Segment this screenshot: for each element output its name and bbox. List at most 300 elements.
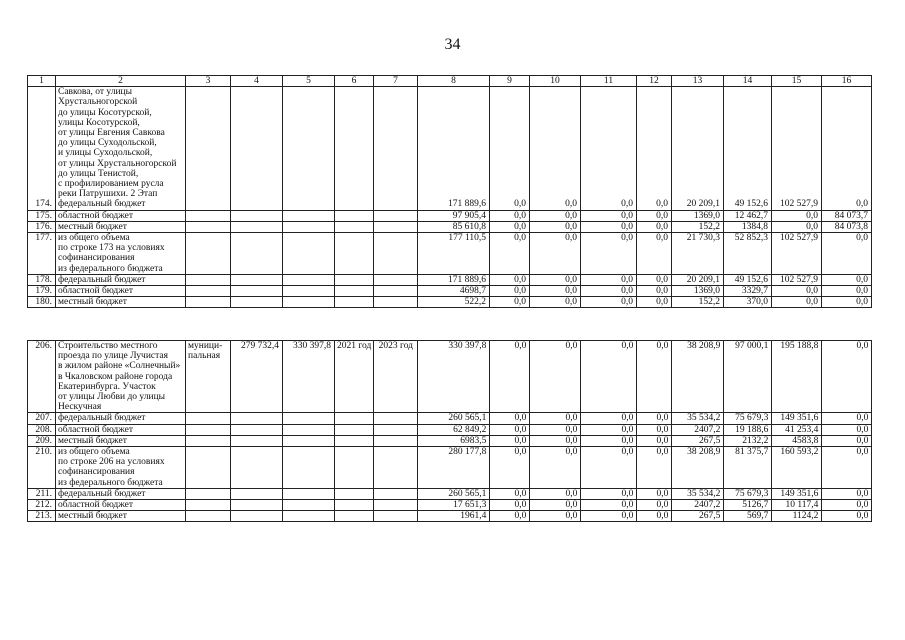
col-6-cell [335,221,374,232]
col-4-cell [231,447,283,489]
col-13-cell: 152,2 [672,297,724,308]
col-10-cell: 0,0 [530,221,581,232]
cell-line: от улицы Хрустальногорской [58,158,177,169]
col-5-cell [283,511,335,522]
col-12-cell: 0,0 [637,447,672,489]
col-6-cell [335,274,374,285]
col-11-cell: 0,0 [581,221,637,232]
column-header: 10 [530,76,581,87]
column-header: 3 [186,76,231,87]
col-9-cell: 0,0 [490,341,530,413]
col-8-cell: 85 610,8 [418,221,490,232]
cell-line: областной бюджет [58,286,134,297]
col-15-cell: 160 593,2 [772,447,822,489]
col-11-cell: 0,0 [581,435,637,446]
col-4-cell [231,424,283,435]
col-14-cell: 19 188,6 [724,424,772,435]
col-7-cell [374,488,418,499]
col-6-cell [335,488,374,499]
cell-line: улицы Косотурской, [58,117,140,128]
cell-line: областной бюджет [58,210,134,221]
col-15-cell: 102 527,9 [772,199,822,210]
col-15-cell: 0,0 [772,286,822,297]
table-row [28,488,872,499]
cell-line: до улицы Косотурской, [58,107,152,118]
col-3-cell [186,341,231,413]
cell-line: пальная [188,351,221,362]
row-number: 175. [28,210,56,221]
col-11-cell: 0,0 [581,233,637,275]
col-4-cell [231,297,283,308]
cell-line: в Чкаловском районе города [58,371,173,382]
col-6-cell [335,500,374,511]
row-description [56,413,186,424]
col-14-cell: 81 375,7 [724,447,772,489]
table-row [28,341,872,413]
col-3-cell [186,500,231,511]
table-row [28,199,872,210]
col-5-cell [283,500,335,511]
col-3-cell [186,210,231,221]
cell-line: местный бюджет [58,511,127,522]
cell-line: местный бюджет [58,221,127,232]
row-description [56,424,186,435]
cell-line: от улицы Евгения Савкова [58,128,165,139]
cell-line: федеральный бюджет [58,488,146,499]
col-6-cell: 2021 год [335,341,374,413]
col-7-cell [374,274,418,285]
column-header: 8 [418,76,490,87]
col-10-cell: 0,0 [530,341,581,413]
empty-cell [637,87,672,200]
cell-line: местный бюджет [58,435,127,446]
table-row [28,413,872,424]
col-6-cell [335,286,374,297]
col-16-cell: 0,0 [822,286,872,297]
col-10-cell: 0,0 [530,413,581,424]
col-11-cell: 0,0 [581,500,637,511]
col-9-cell: 0,0 [490,424,530,435]
col-5-cell [283,297,335,308]
column-header: 14 [724,76,772,87]
col-9-cell: 0,0 [490,511,530,522]
col-15-cell: 4583,8 [772,435,822,446]
col-7-cell [374,210,418,221]
table-row [28,221,872,232]
col-15-cell: 195 188,8 [772,341,822,413]
cell-line: до улицы Суходольской, [58,138,157,149]
table-row [28,435,872,446]
col-10-cell: 0,0 [530,511,581,522]
col-13-cell: 20 209,1 [672,199,724,210]
cell-line: областной бюджет [58,424,134,435]
col-8-cell: 260 565,1 [418,488,490,499]
row-number: 210. [28,447,56,489]
table-row [28,87,872,200]
row-number: 212. [28,500,56,511]
row-description [56,435,186,446]
row-description [56,199,186,210]
col-8-cell: 330 397,8 [418,341,490,413]
col-14-cell: 75 679,3 [724,488,772,499]
col-6-cell [335,447,374,489]
col-15-cell: 149 351,6 [772,488,822,499]
col-13-cell: 21 730,3 [672,233,724,275]
col-7-cell [374,297,418,308]
col-16-cell: 0,0 [822,511,872,522]
col-11-cell: 0,0 [581,210,637,221]
cell-line: федеральный бюджет [58,274,146,285]
col-8-cell: 62 849,2 [418,424,490,435]
table-row [28,286,872,297]
col-15-cell: 0,0 [772,221,822,232]
empty-cell [490,87,530,200]
col-6-cell [335,199,374,210]
col-11-cell: 0,0 [581,297,637,308]
table-row [28,511,872,522]
col-6-cell [335,413,374,424]
col-7-cell [374,435,418,446]
col-15-cell: 102 527,9 [772,233,822,275]
col-13-cell: 152,2 [672,221,724,232]
col-10-cell: 0,0 [530,500,581,511]
col-15-cell: 0,0 [772,210,822,221]
col-4-cell [231,221,283,232]
col-9-cell: 0,0 [490,435,530,446]
row-number: 213. [28,511,56,522]
col-3-cell [186,286,231,297]
col-7-cell [374,286,418,297]
col-7-cell [374,447,418,489]
col-4-cell [231,210,283,221]
col-15-cell: 149 351,6 [772,413,822,424]
row-description [56,233,186,275]
row-number: 174. [28,199,56,210]
col-4-cell [231,435,283,446]
col-4-cell: 279 732,4 [231,341,283,413]
col-3-cell [186,435,231,446]
col-14-cell: 370,0 [724,297,772,308]
col-16-cell: 0,0 [822,233,872,275]
col-7-cell [374,199,418,210]
row-description [56,286,186,297]
col-8-cell: 171 889,6 [418,274,490,285]
col-5-cell [283,413,335,424]
col-13-cell: 267,5 [672,511,724,522]
cell-line: софинансирования [58,253,135,264]
col-15-cell: 102 527,9 [772,274,822,285]
col-12-cell: 0,0 [637,274,672,285]
cell-line: федеральный бюджет [58,413,146,424]
col-16-cell: 0,0 [822,435,872,446]
col-11-cell: 0,0 [581,341,637,413]
col-9-cell: 0,0 [490,274,530,285]
col-13-cell: 20 209,1 [672,274,724,285]
column-header: 16 [822,76,872,87]
cell-line: муници- [188,341,223,351]
col-5-cell [283,424,335,435]
row-number: 178. [28,274,56,285]
col-9-cell: 0,0 [490,500,530,511]
empty-cell [374,87,418,200]
col-16-cell: 0,0 [822,424,872,435]
col-4-cell [231,274,283,285]
header-row [28,76,872,87]
row-number: 209. [28,435,56,446]
row-description [56,221,186,232]
row-description [56,341,186,413]
col-10-cell: 0,0 [530,435,581,446]
cell-line: из общего объема [58,447,130,458]
cell-line: софинансирования [58,467,135,478]
col-10-cell: 0,0 [530,210,581,221]
table-row [28,210,872,221]
col-7-cell [374,221,418,232]
col-10-cell: 0,0 [530,274,581,285]
cell-line: с профилированием русла [58,179,164,190]
col-14-cell: 49 152,6 [724,274,772,285]
col-5-cell [283,210,335,221]
table-row [28,500,872,511]
budget-table-top [27,75,872,308]
column-header: 11 [581,76,637,87]
cell-line: Савкова, от улицы [58,87,133,98]
cell-line: проезда по улице Лучистая [58,351,168,362]
col-12-cell: 0,0 [637,221,672,232]
col-9-cell: 0,0 [490,447,530,489]
col-5-cell [283,435,335,446]
col-4-cell [231,233,283,275]
col-16-cell: 0,0 [822,274,872,285]
col-14-cell: 75 679,3 [724,413,772,424]
cell-line: местный бюджет [58,297,127,308]
col-13-cell: 1369,0 [672,210,724,221]
row-number: 176. [28,221,56,232]
col-3-cell [186,488,231,499]
col-4-cell [231,413,283,424]
col-13-cell: 35 534,2 [672,488,724,499]
col-10-cell: 0,0 [530,286,581,297]
col-12-cell: 0,0 [637,435,672,446]
col-9-cell: 0,0 [490,221,530,232]
row-number: 211. [28,488,56,499]
row-description [56,500,186,511]
col-8-cell: 4698,7 [418,286,490,297]
col-12-cell: 0,0 [637,500,672,511]
col-10-cell: 0,0 [530,199,581,210]
column-header: 1 [28,76,56,87]
table-row [28,447,872,489]
col-13-cell: 2407,2 [672,424,724,435]
cell-line: и улицы Суходольской, [58,148,153,159]
col-7-cell [374,500,418,511]
cell-line: до улицы Тенистой, [58,168,139,179]
col-11-cell: 0,0 [581,199,637,210]
row-number: 177. [28,233,56,275]
col-7-cell [374,511,418,522]
row-number: 208. [28,424,56,435]
empty-cell [672,87,724,200]
col-5-cell [283,286,335,297]
col-13-cell: 1369,0 [672,286,724,297]
column-header: 12 [637,76,672,87]
row-number: 180. [28,297,56,308]
col-8-cell: 17 651,3 [418,500,490,511]
row-description [56,274,186,285]
col-16-cell: 0,0 [822,500,872,511]
column-header: 6 [335,76,374,87]
col-7-cell [374,233,418,275]
col-12-cell: 0,0 [637,233,672,275]
col-6-cell [335,511,374,522]
empty-cell [772,87,822,200]
col-3-cell [186,274,231,285]
col-6-cell [335,435,374,446]
budget-table-bottom [27,340,872,522]
col-16-cell: 0,0 [822,447,872,489]
col-5-cell [283,233,335,275]
col-8-cell: 280 177,8 [418,447,490,489]
col-3-cell [186,233,231,275]
col-9-cell: 0,0 [490,233,530,275]
row-description [56,210,186,221]
col-10-cell: 0,0 [530,447,581,489]
cell-line: федеральный бюджет [58,199,146,210]
col-6-cell [335,424,374,435]
row-number: 207. [28,413,56,424]
col-8-cell: 171 889,6 [418,199,490,210]
col-12-cell: 0,0 [637,199,672,210]
col-16-cell: 84 073,8 [822,221,872,232]
page-number: 34 [444,36,461,53]
col-9-cell: 0,0 [490,199,530,210]
empty-cell [335,87,374,200]
col-11-cell: 0,0 [581,511,637,522]
cell-line: из федерального бюджета [58,263,163,274]
col-16-cell: 0,0 [822,488,872,499]
cell-line: из федерального бюджета [58,477,163,488]
col-8-cell: 260 565,1 [418,413,490,424]
col-13-cell: 267,5 [672,435,724,446]
table-row [28,274,872,285]
col-12-cell: 0,0 [637,297,672,308]
empty-cell [418,87,490,200]
col-14-cell: 52 852,3 [724,233,772,275]
col-9-cell: 0,0 [490,210,530,221]
col-11-cell: 0,0 [581,488,637,499]
row-number: 206. [28,341,56,413]
cell-line: реки Патрушихи. 2 Этап [58,189,158,200]
col-9-cell: 0,0 [490,286,530,297]
col-14-cell: 97 000,1 [724,341,772,413]
table-row [28,424,872,435]
cell-line: по строке 173 на условиях [58,243,165,254]
col-14-cell: 3329,7 [724,286,772,297]
col-5-cell [283,199,335,210]
column-header: 7 [374,76,418,87]
col-5-cell [283,488,335,499]
empty-cell [231,87,283,200]
row-description [56,447,186,489]
col-7-cell [374,424,418,435]
row-number: 179. [28,286,56,297]
row-description [56,488,186,499]
col-6-cell [335,297,374,308]
row-description [56,511,186,522]
col-4-cell [231,488,283,499]
col-13-cell: 38 208,9 [672,341,724,413]
col-13-cell: 35 534,2 [672,413,724,424]
col-16-cell: 0,0 [822,297,872,308]
col-9-cell: 0,0 [490,488,530,499]
col-13-cell: 38 208,9 [672,447,724,489]
col-14-cell: 2132,2 [724,435,772,446]
col-7-cell [374,413,418,424]
col-14-cell: 5126,7 [724,500,772,511]
empty-cell [530,87,581,200]
col-14-cell: 569,7 [724,511,772,522]
col-10-cell: 0,0 [530,488,581,499]
col-6-cell [335,233,374,275]
empty-cell [822,87,872,200]
col-10-cell: 0,0 [530,233,581,275]
cell-line: Нескучная [58,402,102,413]
col-11-cell: 0,0 [581,274,637,285]
cell-line: от улицы Любви до улицы [58,392,166,403]
col-16-cell: 0,0 [822,413,872,424]
col-12-cell: 0,0 [637,488,672,499]
cell-line: в жилом районе «Солнечный» [58,361,181,372]
column-header: 4 [231,76,283,87]
col-15-cell: 0,0 [772,297,822,308]
col-12-cell: 0,0 [637,511,672,522]
col-10-cell: 0,0 [530,424,581,435]
col-15-cell: 10 117,4 [772,500,822,511]
col-5-cell [283,447,335,489]
col-8-cell: 1961,4 [418,511,490,522]
col-5-cell [283,274,335,285]
empty-cell [283,87,335,200]
col-4-cell [231,286,283,297]
cell-line: Екатеринбурга. Участок [58,381,156,392]
col-12-cell: 0,0 [637,210,672,221]
col-13-cell: 2407,2 [672,500,724,511]
col-12-cell: 0,0 [637,286,672,297]
empty-cell [186,87,231,200]
column-header: 15 [772,76,822,87]
empty-cell [28,87,56,200]
col-6-cell [335,210,374,221]
column-header: 2 [56,76,186,87]
col-5-cell: 330 397,8 [283,341,335,413]
col-9-cell: 0,0 [490,413,530,424]
col-3-cell [186,413,231,424]
col-3-cell [186,221,231,232]
object-description [56,87,186,200]
col-12-cell: 0,0 [637,413,672,424]
col-16-cell: 84 073,7 [822,210,872,221]
col-15-cell: 1124,2 [772,511,822,522]
col-15-cell: 41 253,4 [772,424,822,435]
col-11-cell: 0,0 [581,447,637,489]
row-description [56,297,186,308]
col-4-cell [231,199,283,210]
cell-line: Хрустальногорской [58,97,138,108]
col-14-cell: 49 152,6 [724,199,772,210]
col-3-cell [186,447,231,489]
col-7-cell: 2023 год [374,341,418,413]
col-16-cell: 0,0 [822,341,872,413]
